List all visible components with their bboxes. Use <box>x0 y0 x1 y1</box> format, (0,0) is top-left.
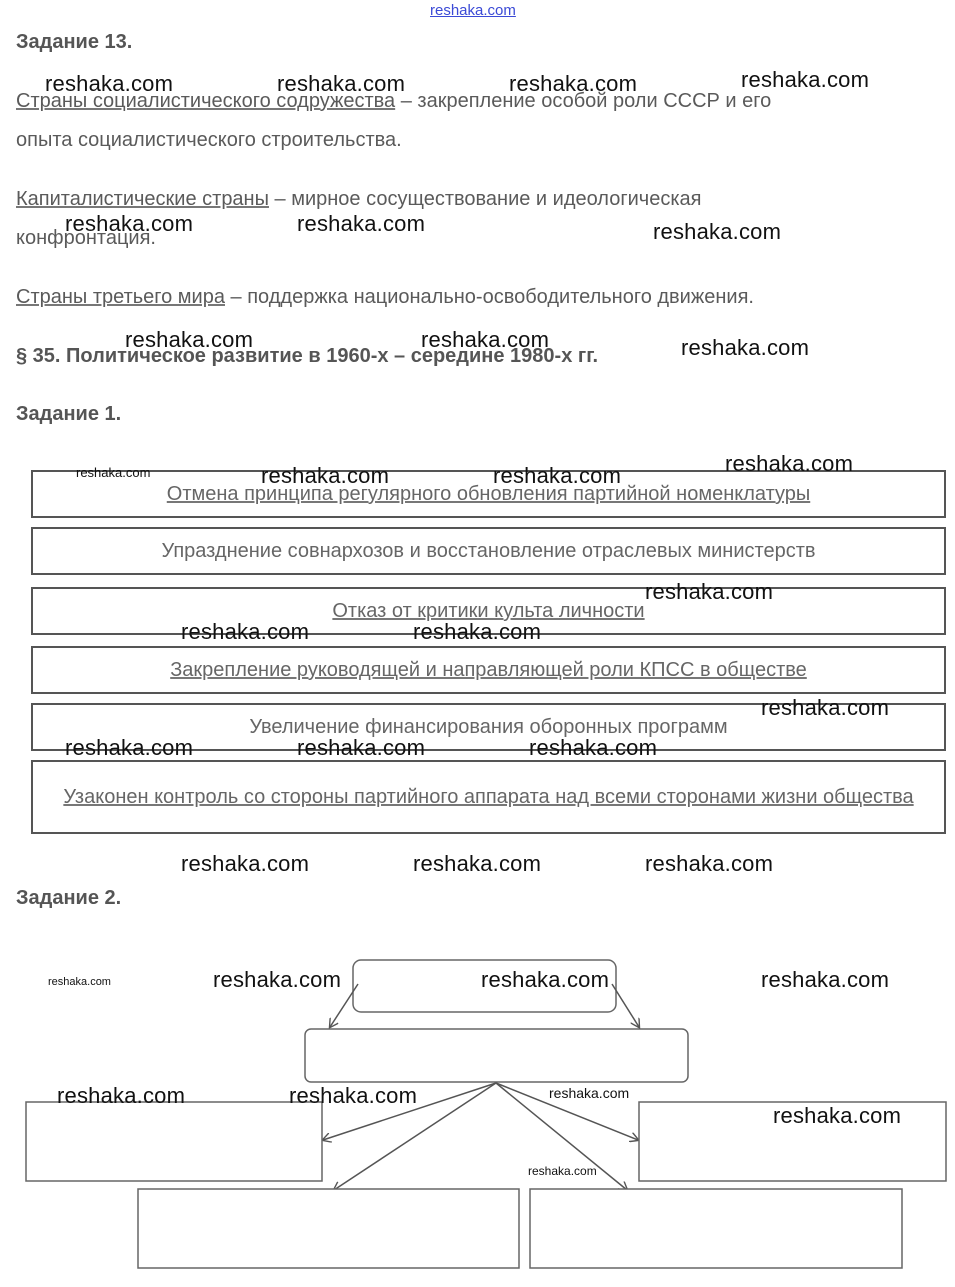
watermark: reshaka.com <box>76 465 151 480</box>
watermark: reshaka.com <box>48 976 111 988</box>
watermark: reshaka.com <box>528 1164 597 1178</box>
watermark: reshaka.com <box>289 1083 418 1108</box>
section-title: § 35. Политическое развитие в 1960-х – середине 1980-х гг. <box>16 345 599 367</box>
task1-box-5-text: Увеличение финансирования оборонных программ <box>249 716 728 738</box>
watermark: reshaka.com <box>645 851 774 876</box>
watermark: reshaka.com <box>653 219 782 244</box>
diagram-left-box <box>26 1102 322 1181</box>
task1-box-4-text: Закрепление руководящей и направляющей роли КПСС в обществе <box>170 659 807 681</box>
task1-box-2-text: Упразднение совнархозов и восстановление отраслевых министерств <box>161 540 816 562</box>
task13-item-1-rest: – закрепление особой роли СССР и его <box>395 90 772 112</box>
watermark: reshaka.com <box>181 851 310 876</box>
watermark: reshaka.com <box>681 335 810 360</box>
task13-item-3-rest: – поддержка национально-освободительного движения. <box>224 286 754 308</box>
task13-item-1-rest-line2: опыта социалистического строительства. <box>16 129 402 151</box>
watermark: reshaka.com <box>493 463 622 488</box>
watermark: reshaka.com <box>297 735 426 760</box>
task1-box-4 <box>31 646 946 694</box>
watermark: reshaka.com <box>181 619 310 644</box>
watermark: reshaka.com <box>481 967 610 992</box>
watermark: reshaka.com <box>125 327 254 352</box>
diagram-bottom-right-box <box>530 1189 902 1268</box>
task1-title: Задание 1. <box>16 403 122 425</box>
task13-item-3-term: Страны третьего мира <box>16 286 225 308</box>
watermark: reshaka.com <box>509 71 638 96</box>
watermark: reshaka.com <box>421 327 550 352</box>
task13-title: Задание 13. <box>16 31 133 53</box>
task13-item-2-rest: – мирное сосуществование и идеологическая <box>268 188 702 210</box>
task1-box-1 <box>31 470 946 518</box>
task2-title: Задание 2. <box>16 887 122 909</box>
task1-box-6 <box>31 760 946 834</box>
task1-box-6-text: Узаконен контроль со стороны партийного аппарата над всеми сторонами жизни общества <box>63 786 914 808</box>
watermark: reshaka.com <box>529 735 658 760</box>
watermark: reshaka.com <box>413 619 542 644</box>
watermark: reshaka.com <box>549 1085 630 1101</box>
watermark: reshaka.com <box>213 967 342 992</box>
watermark: reshaka.com <box>261 463 390 488</box>
watermark: reshaka.com <box>725 451 854 476</box>
task1-box-1-text: Отмена принципа регулярного обновления партийной номенклатуры <box>166 483 811 505</box>
task13-item-2-rest-line2: конфронтация. <box>16 227 156 249</box>
watermark: reshaka.com <box>45 71 174 96</box>
watermark: reshaka.com <box>277 71 406 96</box>
task13-item-1-term: Страны социалистического содружества <box>16 90 396 112</box>
diagram-bottom-left-box <box>138 1189 519 1268</box>
watermark: reshaka.com <box>761 967 890 992</box>
watermark: reshaka.com <box>57 1083 186 1108</box>
task1-box-2 <box>31 527 946 575</box>
watermark: reshaka.com <box>413 851 542 876</box>
watermark: reshaka.com <box>761 695 890 720</box>
watermark: reshaka.com <box>741 67 870 92</box>
watermark: reshaka.com <box>65 735 194 760</box>
top-watermark-link[interactable]: reshaka.com <box>430 2 516 19</box>
task1-box-3-text: Отказ от критики культа личности <box>332 600 645 622</box>
watermark: reshaka.com <box>65 211 194 236</box>
watermark: reshaka.com <box>297 211 426 236</box>
watermark: reshaka.com <box>645 579 774 604</box>
task13-item-2-term: Капиталистические страны <box>16 188 269 210</box>
diagram-middle-box <box>305 1029 688 1082</box>
watermark: reshaka.com <box>773 1103 902 1128</box>
task13-item-3 <box>16 278 754 317</box>
